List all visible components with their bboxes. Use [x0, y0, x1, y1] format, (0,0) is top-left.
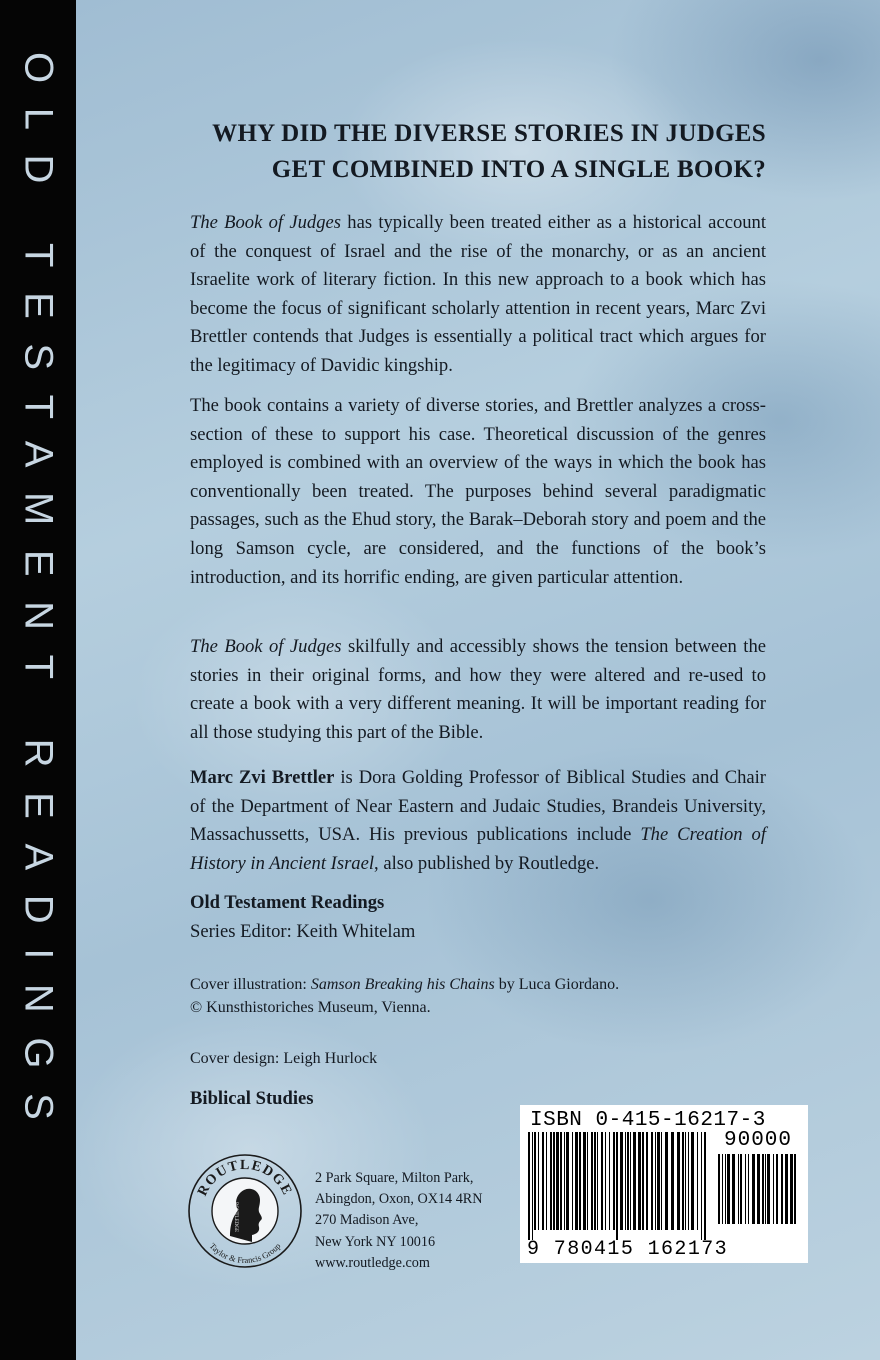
cover-illustration-credit [190, 973, 619, 1019]
price-code: 90000 [724, 1129, 793, 1152]
blurb-paragraph-1 [190, 209, 766, 381]
bio-text: , also published by Routledge. [374, 852, 600, 874]
credit-suffix: by Luca Giordano. [494, 976, 620, 993]
spine-band [0, 0, 76, 1360]
svg-text:ROUTLEDGE: ROUTLEDGE [233, 1202, 238, 1232]
price-barcode-icon [716, 1154, 800, 1234]
book-title-italic: The Book of Judges [190, 636, 342, 657]
credit-prefix: Cover illustration: [190, 976, 311, 993]
address-line: New York NY 10016 [315, 1233, 436, 1250]
headline [190, 116, 766, 188]
series-title: Old Testament Readings [190, 892, 385, 913]
previous-book-title: The Creation of History in Ancient Israel [190, 824, 767, 874]
author-name: Marc Zvi Brettler [190, 767, 335, 788]
ean-barcode-icon [526, 1132, 708, 1240]
publisher-address [315, 1168, 483, 1274]
copyright-line: © Kunsthistoriches Museum, Vienna. [190, 999, 431, 1016]
artwork-title: Samson Breaking his Chains [310, 976, 495, 993]
illustration-line [190, 973, 619, 996]
bio-text: is Dora Golding Professor of Biblical Studies and Chair of the Department of Near Eastern and Judaic Studies, Brandeis University, Massachussetts, USA. His previous publications include [190, 767, 767, 846]
logo-name: ROUTLEDGE [195, 1157, 295, 1199]
address-line: Abingdon, Oxon, OX14 4RN [315, 1191, 483, 1208]
routledge-logo-icon [186, 1152, 304, 1270]
author-bio [190, 764, 766, 878]
headline-line-2: GET COMBINED INTO A SINGLE BOOK? [271, 156, 766, 183]
isbn-text: ISBN 0-415-16217-3 [530, 1109, 766, 1132]
address-line: 2 Park Square, Milton Park, [315, 1170, 474, 1186]
spine-title: OLD TESTAMENT READINGS [16, 52, 61, 1145]
logo-sub: Taylor & Francis Group [207, 1240, 283, 1266]
address-line: 270 Madison Ave, [315, 1212, 419, 1229]
blurb-paragraph-3 [190, 633, 766, 747]
paragraph-text: skilfully and accessibly shows the tension between the stories in their original forms, and how they were altered and re-used to create a book with a very different meaning. It will be important reading for all those studying this part of the Bible. [190, 636, 767, 743]
series-editor: Series Editor: Keith Whitelam [190, 921, 416, 942]
website-link[interactable]: www.routledge.com [315, 1254, 430, 1271]
paragraph-text: The book contains a variety of diverse stories, and Brettler analyzes a cross-section of these to support his case. Theoretical discussion of the genres employed is combined with an overview of the ways in which the book has conventionally been treated. The purposes behind several paradigmatic passages, such as the Ehud story, the Barak–Deborah story and poem and the long Samson cycle, are considered, and the functions of the book’s introduction, and its horrific ending, are given particular attention. [190, 395, 766, 588]
category-label: Biblical Studies [190, 1088, 314, 1109]
headline-line-1: WHY DID THE DIVERSE STORIES IN JUDGES [212, 120, 766, 147]
ean-digits: 9 780415 162173 [527, 1238, 729, 1261]
blurb-paragraph-2 [190, 392, 766, 592]
paragraph-text: has typically been treated either as a historical account of the conquest of Israel and the rise of the monarchy, or as an ancient Israelite work of literary fiction. In this new approach to a book which has become the focus of significant scholarly attention in recent years, Marc Zvi Brettler contends that Judges is essentially a political tract which argues for the legitimacy of Davidic kingship. [190, 212, 766, 376]
cover-design-credit: Cover design: Leigh Hurlock [190, 1050, 378, 1067]
book-title-italic: The Book of Judges [190, 212, 341, 233]
